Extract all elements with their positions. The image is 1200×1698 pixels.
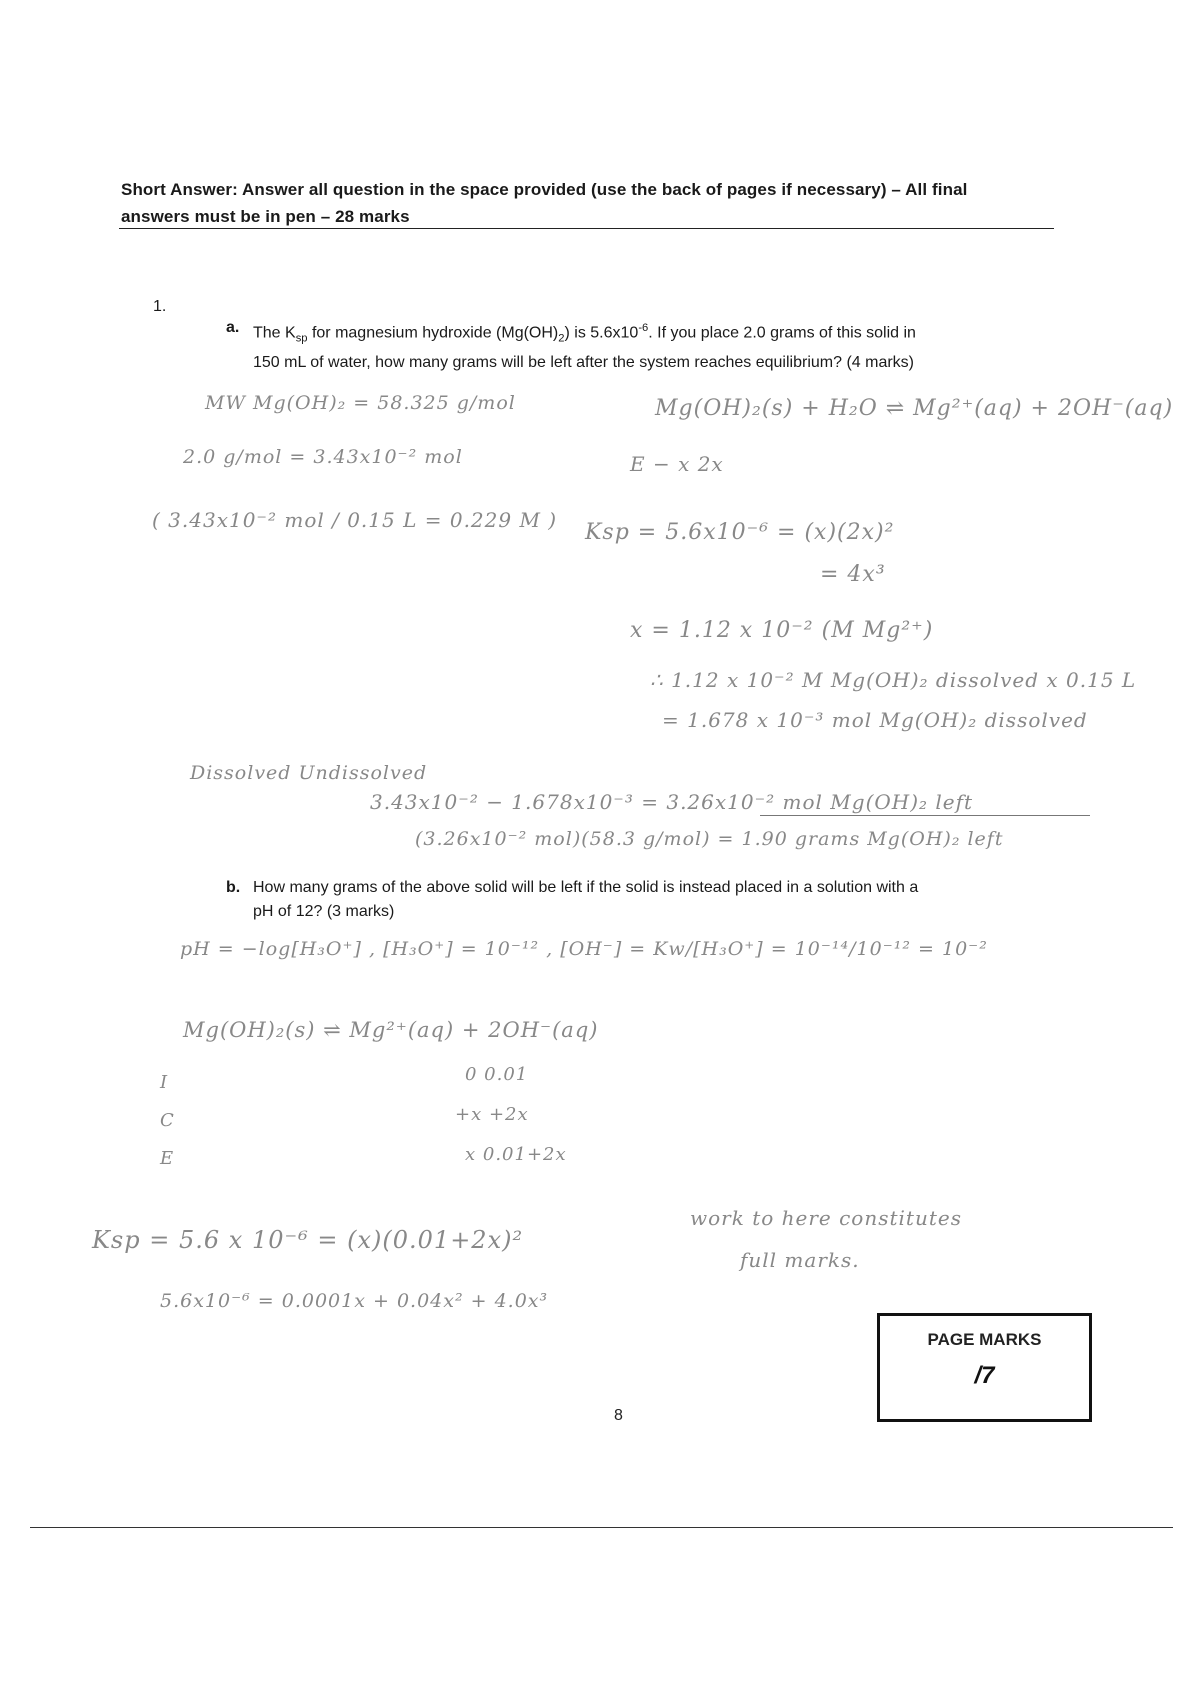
question-part-b [226, 876, 1083, 924]
handwriting-b-note-1: work to here constitutes [690, 1206, 962, 1230]
handwriting-b-initial: 0 0.01 [465, 1064, 529, 1085]
handwriting-a-molar-mass: MW Mg(OH)₂ = 58.325 g/mol [205, 392, 516, 414]
handwriting-b-ice-i: I [160, 1072, 169, 1093]
page-number: 8 [614, 1407, 623, 1424]
handwriting-b-expanded: 5.6x10⁻⁶ = 0.0001x + 0.04x² + 4.0x³ [160, 1290, 549, 1312]
handwriting-b-equilibrium: x 0.01+2x [465, 1144, 567, 1165]
handwriting-a-4x3: = 4x³ [820, 562, 886, 587]
page-marks-title: PAGE MARKS [927, 1330, 1042, 1349]
handwriting-a-grams-left: (3.26x10⁻² mol)(58.3 g/mol) = 1.90 grams Mg(OH)₂ left [415, 828, 1004, 850]
header-line-2: answers must be in pen – 28 marks [121, 207, 410, 226]
page-marks-value: /7 [974, 1362, 995, 1389]
handwriting-a-ksp: Ksp = 5.6x10⁻⁶ = (x)(2x)² [585, 520, 895, 545]
handwriting-b-ksp: Ksp = 5.6 x 10⁻⁶ = (x)(0.01+2x)² [92, 1226, 524, 1254]
part-a-line-1: The $K_{sp}$ for magnesium hydroxide $(Mg(OH)_2)$ is $5.6x10^{-6}$. If you place 2.0 grams of this solid in [253, 322, 916, 345]
handwriting-a-moles-left: 3.43x10⁻² − 1.678x10⁻³ = 3.26x10⁻² mol Mg(OH)₂ left [370, 790, 974, 814]
part-a-line-2: 150 mL of water, how many grams will be left after the system reaches equilibrium? (4 marks) [253, 353, 914, 371]
header-line-1: Short Answer: Answer all question in the space provided (use the back of pages if necessary) – All final [121, 180, 968, 199]
handwriting-b-change: +x +2x [455, 1104, 529, 1125]
handwriting-a-labels: Dissolved Undissolved [190, 762, 428, 784]
part-b-line-2: pH of 12? (3 marks) [253, 903, 395, 920]
handwriting-a-dissolved: ∴ 1.12 x 10⁻² M Mg(OH)₂ dissolved x 0.15 L [650, 668, 1137, 692]
section-header [121, 176, 1051, 230]
part-a-label: a. [226, 319, 240, 336]
handwriting-a-x-value: x = 1.12 x 10⁻² (M Mg²⁺) [630, 618, 934, 643]
handwriting-a-moles-dissolved: = 1.678 x 10⁻³ mol Mg(OH)₂ dissolved [662, 708, 1088, 732]
handwriting-a-underline [760, 815, 1090, 816]
question-number: 1. [153, 298, 167, 315]
bottom-divider [30, 1527, 1173, 1528]
handwriting-b-ice-c: C [160, 1110, 175, 1131]
header-underline [119, 228, 1054, 229]
question-part-a [226, 316, 1083, 375]
handwriting-b-ph: pH = −log[H₃O⁺] , [H₃O⁺] = 10⁻¹² , [OH⁻] = Kw/[H₃O⁺] = 10⁻¹⁴/10⁻¹² = 10⁻² [180, 938, 988, 960]
handwriting-a-concentration: ( 3.43x10⁻² mol / 0.15 L = 0.229 M ) [152, 508, 558, 532]
handwriting-b-ice-e: E [160, 1148, 175, 1169]
part-b-label: b. [226, 879, 241, 896]
handwriting-a-equation: Mg(OH)₂(s) + H₂O ⇌ Mg²⁺(aq) + 2OH⁻(aq) [655, 396, 1174, 421]
handwriting-a-moles: 2.0 g/mol = 3.43x10⁻² mol [183, 446, 463, 468]
handwriting-a-ice-row: E − x 2x [630, 452, 724, 476]
part-b-line-1: How many grams of the above solid will be left if the solid is instead placed in a solution with a [253, 879, 919, 896]
page-marks-box [877, 1313, 1092, 1422]
handwriting-b-equation: Mg(OH)₂(s) ⇌ Mg²⁺(aq) + 2OH⁻(aq) [183, 1018, 599, 1042]
handwriting-b-note-2: full marks. [740, 1248, 860, 1272]
